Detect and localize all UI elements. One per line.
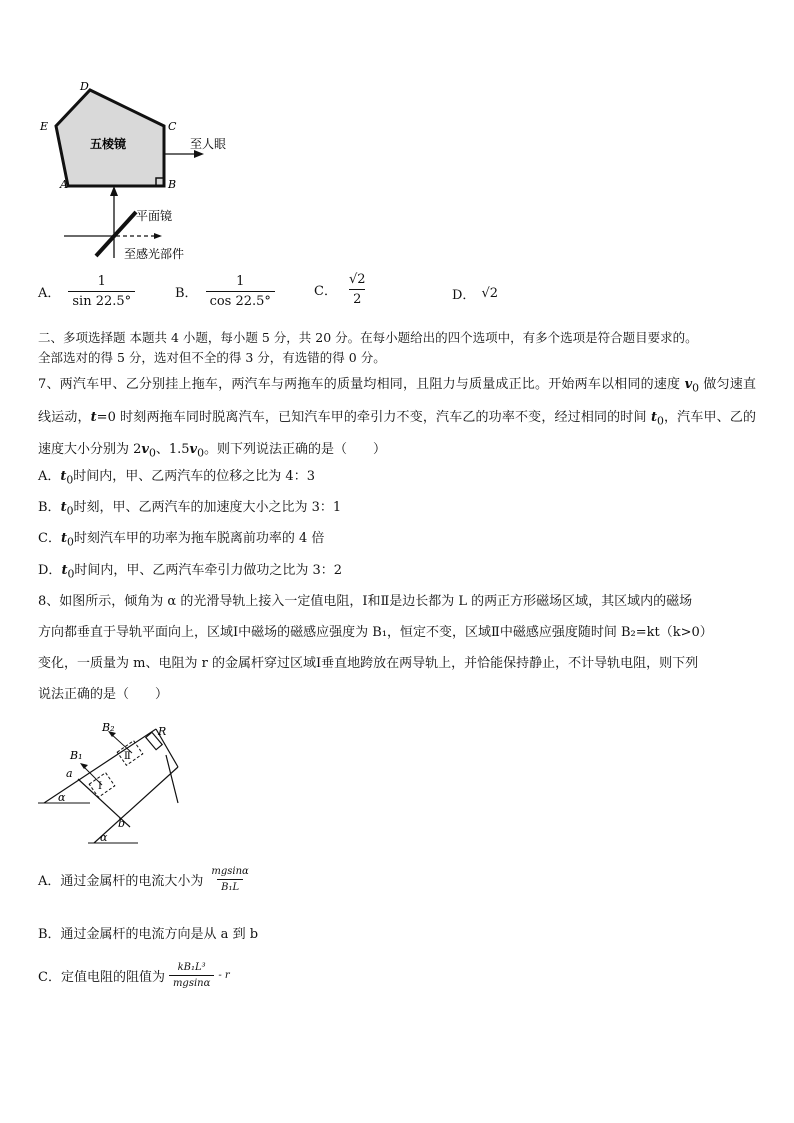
q7-option-c[interactable] bbox=[38, 529, 324, 553]
q7-v0-c: v bbox=[189, 442, 198, 458]
q6-option-c-fraction bbox=[345, 272, 370, 307]
q7-stem-f: 。则下列说法正确的是（ ） bbox=[204, 442, 387, 458]
q7-option-d-t: t bbox=[61, 563, 68, 578]
q6-option-a[interactable] bbox=[38, 274, 137, 309]
vertex-a: A bbox=[60, 178, 68, 191]
q8-line2: 方向都垂直于导轨平面向上，区域Ⅰ中磁场的磁感应强度为 B₁，恒定不变，区域Ⅱ中磁感应强度随时间 B₂=kt（k>0） bbox=[38, 625, 713, 640]
label-i: Ⅰ bbox=[98, 781, 102, 792]
q7-option-a[interactable] bbox=[38, 467, 315, 491]
q6-option-a-den: sin 22.5° bbox=[68, 291, 135, 309]
q6-option-a-num: 1 bbox=[97, 274, 106, 289]
q6-option-b-fraction bbox=[206, 274, 275, 309]
q8-option-c-text: C．定值电阻的阻值为 bbox=[38, 970, 165, 985]
q7-t: t bbox=[90, 409, 97, 425]
q8-line4: 说法正确的是（ ） bbox=[38, 687, 169, 702]
section2-line1: 二、多项选择题 本题共 4 小题，每小题 5 分，共 20 分。在每小题给出的四个选项中，有多个选项是符合题目要求的。 bbox=[38, 330, 698, 345]
q7-stem-e: 、1.5 bbox=[155, 442, 190, 458]
q7-option-b-text: 时刻，甲、乙两汽车的加速度大小之比为 3：1 bbox=[73, 500, 342, 515]
rail-tail bbox=[166, 755, 178, 803]
vertex-b: B bbox=[168, 178, 177, 191]
q7-option-a-text: 时间内，甲、乙两汽车的位移之比为 4：3 bbox=[73, 469, 315, 484]
q7-option-d[interactable] bbox=[38, 561, 342, 585]
q7-stem-b: 做匀速直线运动， bbox=[38, 377, 756, 425]
q6-option-c-key: C． bbox=[314, 284, 337, 299]
q7-v0-b-sub: 0 bbox=[148, 446, 156, 460]
q7-option-d-key: D． bbox=[38, 563, 62, 578]
label-ii: Ⅱ bbox=[124, 751, 131, 762]
q7-t0-sub: 0 bbox=[656, 414, 664, 428]
q7-option-a-t: t bbox=[60, 469, 67, 484]
label-b1: B₁ bbox=[70, 749, 83, 762]
q8-option-a-den: B₁L bbox=[217, 879, 243, 893]
mirror-label: 平面镜 bbox=[136, 209, 173, 223]
q7-v0-c-sub: 0 bbox=[197, 446, 204, 460]
q7-v0-b: v bbox=[141, 442, 149, 458]
b1-arrowhead bbox=[80, 763, 88, 769]
q8-option-c[interactable] bbox=[38, 962, 230, 989]
q7-v0-sub: 0 bbox=[692, 381, 700, 395]
label-a: a bbox=[66, 767, 73, 780]
q6-option-b[interactable] bbox=[175, 274, 277, 309]
q7-option-a-key: A． bbox=[38, 469, 61, 484]
q8-option-c-den: mgsinα bbox=[169, 975, 214, 989]
q7-t0: t bbox=[650, 409, 657, 425]
rails-figure bbox=[38, 715, 198, 850]
section2-line2: 全部选对的得 5 分，选对但不全的得 3 分，有选错的得 0 分。 bbox=[38, 350, 386, 365]
q7-option-b[interactable] bbox=[38, 498, 341, 522]
q8-line1: 8、如图所示，倾角为 α 的光滑导轨上接入一定值电阻，Ⅰ和Ⅱ是边长都为 L 的两正方形磁场区域，其区域内的磁场 bbox=[38, 594, 693, 609]
q6-option-c[interactable] bbox=[314, 272, 372, 307]
q7-option-c-t: t bbox=[60, 531, 67, 546]
q6-option-c-den: 2 bbox=[349, 289, 365, 307]
q7-option-d-text: 时间内，甲、乙两汽车牵引力做功之比为 3：2 bbox=[74, 563, 343, 578]
q8-option-a-fraction bbox=[207, 866, 252, 893]
q7-option-b-t: t bbox=[60, 500, 67, 515]
q7-stem-c: =0 时刻两拖车同时脱离汽车，已知汽车甲的牵引力不变，汽车乙的功率不变，经过相同的时间 bbox=[96, 409, 651, 425]
q7-option-c-key: C． bbox=[38, 531, 61, 546]
q6-option-b-den: cos 22.5° bbox=[206, 291, 275, 309]
q8-option-c-fraction bbox=[169, 962, 214, 989]
q8-option-a-text: A．通过金属杆的电流大小为 bbox=[38, 874, 204, 889]
label-r: R bbox=[158, 725, 167, 738]
q8-option-c-tail: - r bbox=[218, 970, 230, 981]
pentaprism-figure bbox=[38, 78, 278, 283]
b2-arrow bbox=[110, 733, 132, 753]
q7-option-d-sub: 0 bbox=[67, 567, 75, 581]
arrow-right bbox=[194, 150, 204, 158]
vertex-d: D bbox=[80, 80, 89, 93]
q6-option-a-key: A． bbox=[38, 286, 61, 301]
label-b2: B₂ bbox=[102, 721, 115, 734]
to-eye-label: 至人眼 bbox=[190, 137, 227, 151]
q8-line3: 变化，一质量为 m、电阻为 r 的金属杆穿过区域Ⅰ垂直地跨放在两导轨上，并恰能保持静止，不计导轨电阻，则下列 bbox=[38, 656, 699, 671]
q7-option-c-sub: 0 bbox=[66, 535, 74, 549]
q7-stem-a: 7、两汽车甲、乙分别挂上拖车，两汽车与两拖车的质量均相同，且阻力与质量成正比。开始两车以相同的速度 bbox=[38, 377, 685, 392]
vertex-c: C bbox=[168, 120, 177, 133]
q8-option-b[interactable]: B．通过金属杆的电流方向是从 a 到 b bbox=[38, 927, 259, 942]
q6-option-a-fraction bbox=[68, 274, 135, 309]
arrow-sensor bbox=[154, 233, 162, 239]
q6-option-b-num: 1 bbox=[236, 274, 245, 289]
q7-option-b-key: B． bbox=[38, 500, 61, 515]
q8-option-a[interactable] bbox=[38, 866, 255, 893]
q6-option-b-key: B． bbox=[175, 286, 198, 301]
q6-option-d[interactable] bbox=[452, 284, 498, 303]
vertex-e: E bbox=[40, 120, 49, 133]
q6-option-d-key: D． bbox=[452, 288, 476, 303]
q7-option-a-sub: 0 bbox=[66, 473, 74, 487]
q6-option-d-value: √2 bbox=[481, 286, 498, 301]
prism-label: 五棱镜 bbox=[90, 137, 127, 151]
q7-v0: v bbox=[684, 377, 693, 392]
label-b: b bbox=[118, 817, 126, 830]
q7-option-b-sub: 0 bbox=[66, 504, 74, 518]
label-alpha-lower: α bbox=[100, 831, 108, 844]
q8-option-c-num: kB₁L³ bbox=[177, 962, 206, 973]
q8-option-a-num: mgsinα bbox=[211, 866, 249, 877]
q7-stem-d: ，汽车甲、乙的速度大小分别为 2 bbox=[38, 409, 756, 458]
label-alpha-upper: α bbox=[58, 791, 66, 804]
q7-stem bbox=[38, 370, 756, 468]
q7-option-c-text: 时刻汽车甲的功率为拖车脱离前功率的 4 倍 bbox=[73, 531, 325, 546]
sensor-label: 至感光部件 bbox=[124, 247, 185, 261]
q6-option-c-num: √2 bbox=[348, 272, 366, 287]
